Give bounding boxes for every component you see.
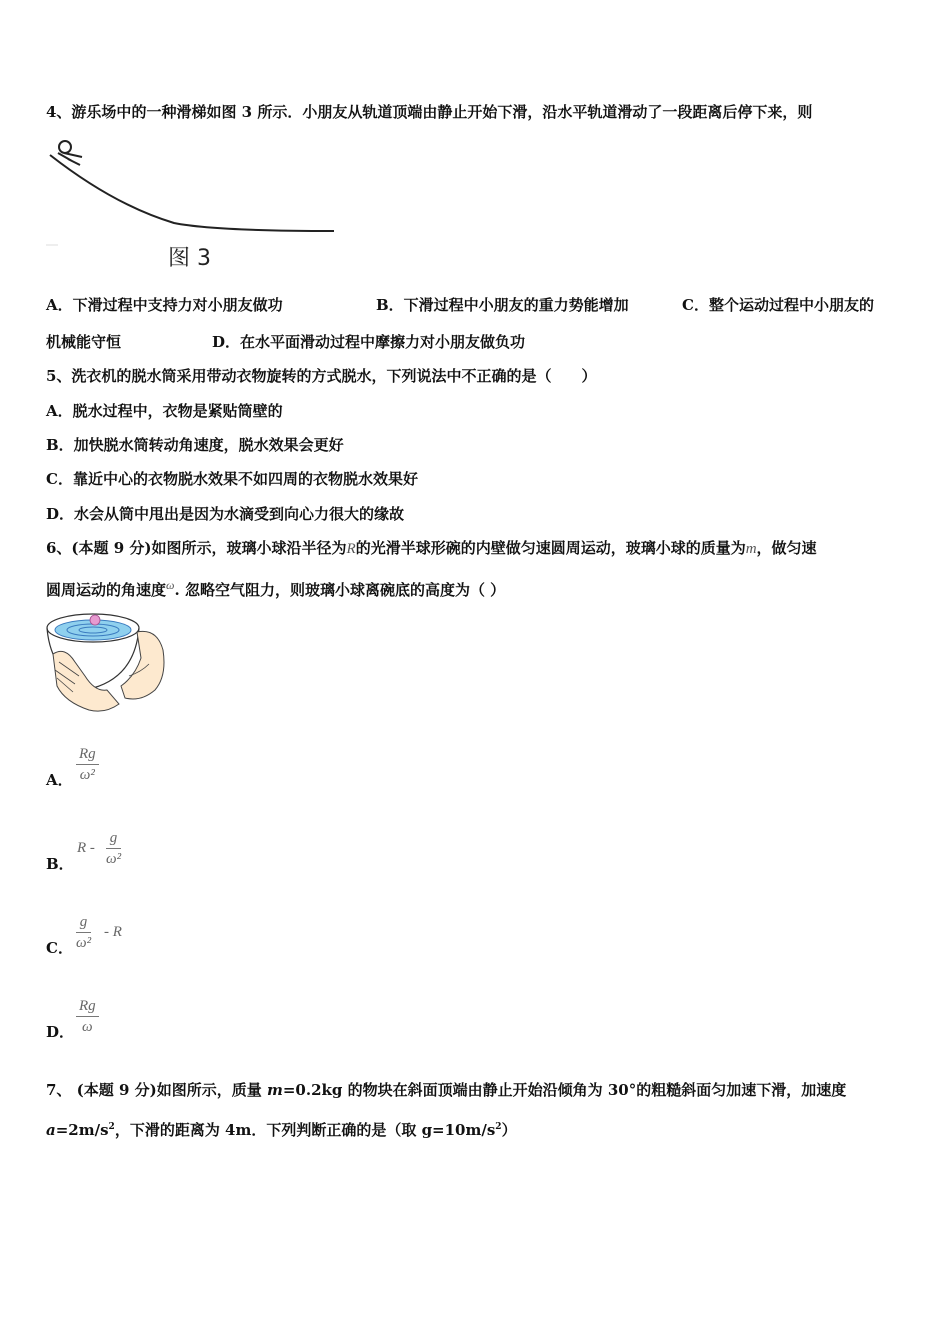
var-m: m [745,541,757,557]
bowl-hands-figure [45,606,167,716]
q6-option-c-fraction: $\frac{g}{\text{ω²}}$ [76,914,92,951]
var-m-q7: m [266,1081,283,1099]
q7-stem-line1: 7、 (本题 9 分)如图所示，质量 m=0.2kg 的物块在斜面顶端由静止开始沿倾角为 30°的粗糙斜面匀加速下滑，加速度 [46,1081,847,1099]
q6-option-c-label: C． [46,939,73,957]
q6-option-b-fraction: $\frac{g}{\text{ω²}}$ [106,830,122,867]
q6-stem-line1: 6、(本题 9 分)如图所示，玻璃小球沿半径为R的光滑半球形碗的内壁做匀速圆周运动，玻璃小球的质量为m，做匀速 [46,539,817,557]
q5-option-a: A．脱水过程中，衣物是紧贴筒壁的 [46,402,283,420]
q6-option-a-label: A． [46,771,73,789]
var-r: R [346,541,356,557]
figure-3-label: 图 3 [168,246,211,271]
var-omega: ω [166,578,175,592]
q4-option-d: D．在水平面滑动过程中摩擦力对小朋友做负功 [212,333,526,351]
q6-option-d-fraction: $\frac{Rg}{\omega}$ [76,996,99,1037]
q4-stem: 4、游乐场中的一种滑梯如图 3 所示．小朋友从轨道顶端由静止开始下滑，沿水平轨道滑动了一段距离后停下来，则 [46,103,813,121]
q6-option-c-suffix: - R [104,924,122,940]
var-a: a [46,1121,56,1139]
q6-stem-line2: 圆周运动的角速度$^\omega$. 忽略空气阻力，则玻璃小球离碗底的高度为（ ） [46,578,506,599]
slide-figure [44,135,344,275]
q5-option-b: B．加快脱水筒转动角速度，脱水效果会更好 [46,436,344,454]
q5-option-c: C．靠近中心的衣物脱水效果不如四周的衣物脱水效果好 [46,470,418,488]
q4-option-c-part1: C．整个运动过程中小朋友的 [682,296,874,314]
q6-option-b-prefix: R - [77,840,95,856]
q4-option-a: A．下滑过程中支持力对小朋友做功 [46,296,283,314]
q6-option-d-label: D． [46,1023,75,1041]
q6-option-b-label: B． [46,855,74,873]
q5-stem: 5、洗衣机的脱水筒采用带动衣物旋转的方式脱水，下列说法中不正确的是（ ） [46,367,597,385]
q4-option-b: B．下滑过程中小朋友的重力势能增加 [376,296,629,314]
q5-option-d: D．水会从筒中甩出是因为水滴受到向心力很大的缘故 [46,505,405,523]
q4-option-c-part2: 机械能守恒 [46,333,122,351]
q6-option-a-fraction: $\frac{Rg}{\text{ω²}}$ [76,744,99,785]
q7-stem-line2: $a=2m/s^2$，下滑的距离为 4m．下列判断正确的是（取 $g=10m/s^2$） [46,1121,517,1139]
